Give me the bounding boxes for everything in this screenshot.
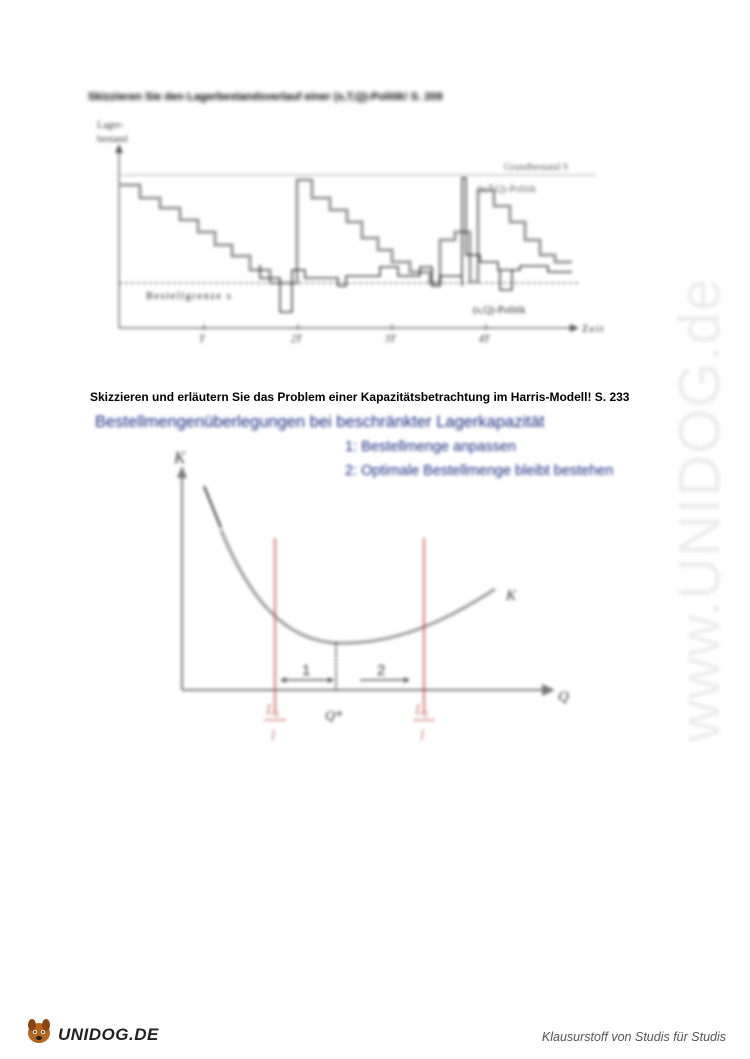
d2-left-bound-denominator: l: [271, 728, 276, 744]
d1-policy-sQ-label: (s,Q)-Politik: [473, 305, 526, 316]
d2-left-bound-numerator: L₂: [266, 702, 280, 718]
d2-cost-curve: [221, 530, 495, 643]
d1-tick-label-2T: 2T: [291, 334, 302, 345]
d2-x-axis-label: Q: [558, 689, 569, 705]
unidog-logo-icon: [22, 1016, 58, 1046]
d1-tick-label-T: T: [199, 334, 205, 345]
slide-title: Bestellmengenüberlegungen bei beschränkter Lagerkapazität: [95, 413, 545, 431]
d1-max-label: Grundbestand S: [504, 162, 569, 173]
d2-y-axis-label: K: [174, 448, 186, 467]
d2-optimum-label: Q*: [325, 709, 343, 724]
d2-right-bound-numerator: L₁: [415, 702, 429, 718]
d1-ylabel-line1: Lager-: [97, 120, 124, 131]
d2-right-bound-denominator: l: [420, 728, 425, 744]
d1-xlabel: Zeit: [582, 324, 605, 335]
d2-curve-upper-segment: [204, 486, 221, 528]
d2-x-arrow: [542, 684, 555, 696]
d2-region2-label: 2: [377, 662, 386, 679]
footer-logo-text: UNIDOG.DE: [58, 1025, 159, 1044]
watermark: www.UNIDOG.de: [667, 277, 733, 743]
d2-curve-label: K: [506, 588, 517, 604]
option-1-text: 1: Bestellmenge anpassen: [345, 439, 516, 455]
d1-tick-label-3T: 3T: [385, 334, 396, 345]
question2-heading: Skizzieren und erläutern Sie das Problem einer Kapazitätsbetrachtung im Harris-Modell! S. 233: [90, 390, 630, 404]
d2-region1-label: 1: [302, 662, 311, 679]
footer-tagline: Klausurstoff von Studis für Studis: [541, 1030, 726, 1044]
d1-reorder-label: Bestellgrenze s: [146, 291, 233, 302]
option-2-text: 2: Optimale Bestellmenge bleibt bestehen: [345, 463, 614, 479]
d1-ylabel-line2: bestand: [97, 134, 128, 145]
d1-tick-label-4T: 4T: [479, 334, 490, 345]
question1-heading: Skizzieren Sie den Lagerbestandsverlauf einer (s,T,Q)-Politik! S. 209: [88, 91, 443, 103]
d1-policy-sTQ-label: (s,T,Q)-Politik: [478, 184, 537, 195]
d2-y-arrow: [177, 466, 187, 478]
